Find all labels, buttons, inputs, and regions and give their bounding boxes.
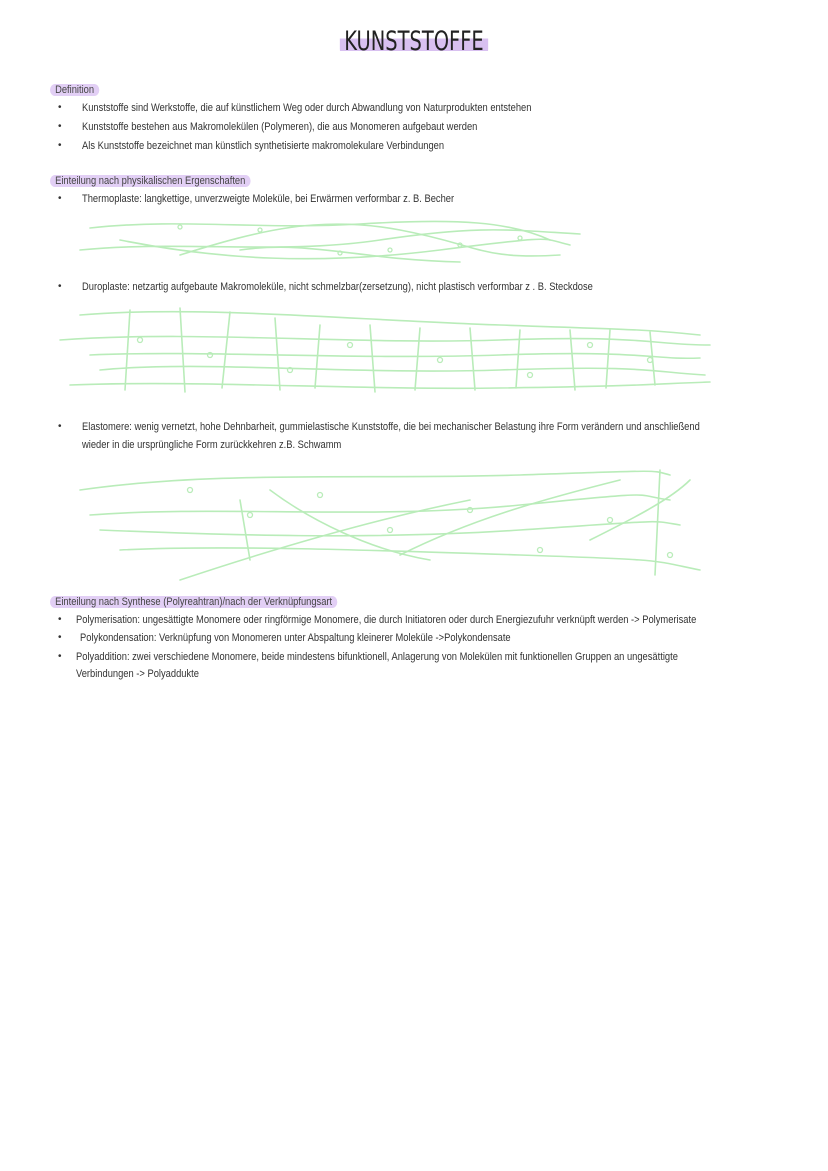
thermoplast-sketch [60, 210, 600, 275]
bullet: • [58, 651, 62, 662]
synthesis-heading: Einteilung nach Synthese (Polyreahtran)/nach der Verknüpfungsart [50, 596, 337, 608]
duroplaste-item: Duroplaste: netzartig aufgebaute Makromoleküle, nicht schmelzbar(zersetzung), nicht plastisch verformbar z . B. Steckdose [82, 281, 593, 293]
bullet: • [58, 281, 62, 292]
synthesis-item: Polymerisation: ungesättigte Monomere oder ringförmige Monomere, die durch Initiatoren oder durch Energiezufuhr verknüpft werden -> Polymerisate [76, 614, 697, 626]
physical-heading: Einteilung nach physikalischen Ergenschaften [50, 175, 250, 187]
thermoplaste-item: Thermoplaste: langkettige, unverzweigte Moleküle, bei Erwärmen verformbar z. B. Becher [82, 193, 455, 205]
bullet: • [58, 632, 62, 643]
duroplast-sketch [50, 300, 720, 400]
synthesis-item: Polykondensation: Verknüpfung von Monomeren unter Abspaltung kleinerer Moleküle ->Polykondensate [80, 632, 511, 644]
definition-item: Kunststoffe sind Werkstoffe, die auf künstlichem Weg oder durch Abwandlung von Naturprodukten entstehen [82, 102, 532, 114]
synthesis-item-continued: Verbindungen -> Polyaddukte [76, 668, 199, 680]
synthesis-item: Polyaddition: zwei verschiedene Monomere, beide mindestens bifunktionell, Anlagerung von Molekülen mit funktionellen Gruppen an ungesättigte [76, 651, 678, 663]
bullet: • [58, 193, 62, 204]
bullet: • [58, 421, 62, 432]
bullet: • [58, 614, 62, 625]
bullet: • [58, 102, 62, 113]
definition-item: Als Kunststoffe bezeichnet man künstlich synthetisierte makromolekulare Verbindungen [82, 140, 445, 152]
definition-heading: Definition [50, 84, 99, 96]
bullet: • [58, 121, 62, 132]
definition-item: Kunststoffe bestehen aus Makromolekülen (Polymeren), die aus Monomeren aufgebaut werden [82, 121, 478, 133]
elastomer-sketch [70, 460, 720, 585]
elastomere-item: Elastomere: wenig vernetzt, hohe Dehnbarheit, gummielastische Kunststoffe, die bei mechanischer Belastung ihre Form verändern und anschließend [82, 421, 700, 433]
page-title: KUNSTSTOFFE [116, 26, 712, 57]
elastomere-item-continued: wieder in die ursprüngliche Form zurückkehren z.B. Schwamm [82, 439, 342, 451]
bullet: • [58, 140, 62, 151]
